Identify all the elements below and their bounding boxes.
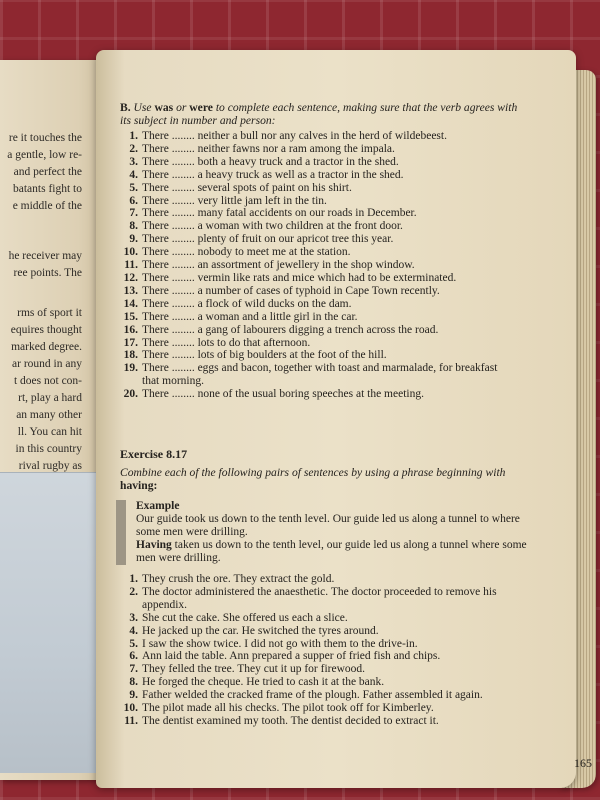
item-number: 10.: [123, 246, 138, 259]
item-number: 1.: [129, 130, 138, 142]
item-text: There ........ nobody to meet me at the station.: [142, 246, 351, 259]
item-text: There ........ neither a bull nor any calves in the herd of wildebeest.: [142, 130, 447, 142]
section-b-instruction: [120, 102, 528, 127]
example-margin-bar: [116, 500, 126, 565]
answer-keyword: Having: [136, 539, 172, 552]
item-number: 4.: [129, 624, 138, 637]
list-item: [120, 388, 528, 401]
list-item: [120, 612, 528, 625]
item-number: 12.: [123, 271, 138, 284]
item-text: Ann laid the table. Ann prepared a supper of fried fish and chips.: [142, 650, 441, 663]
list-item: [120, 233, 528, 246]
list-item: [120, 143, 528, 156]
item-text: There ........ an assortment of jewellery in the shop window.: [142, 259, 415, 272]
list-item: [120, 715, 528, 728]
list-item: [120, 586, 528, 599]
item-number: 7.: [129, 663, 138, 676]
item-continuation: appendix.: [142, 598, 188, 611]
item-number: 19.: [123, 362, 138, 375]
list-item: [120, 663, 528, 676]
item-text: There ........ a number of cases of typhoid in Cape Town recently.: [142, 284, 440, 297]
left-line: and perfect the: [13, 166, 82, 178]
left-line: ll. You can hit: [17, 426, 82, 438]
item-text: There ........ a woman and a little girl in the car.: [142, 310, 358, 323]
list-item: [120, 220, 528, 233]
item-text: There ........ very little jam left in the tin.: [142, 194, 327, 207]
left-line: re it touches the: [8, 132, 82, 144]
list-item: [120, 207, 528, 220]
section-b-label: B.: [120, 101, 131, 114]
list-item: [120, 130, 528, 143]
left-line: e middle of the: [12, 200, 82, 212]
page-number: 165: [574, 756, 592, 770]
left-line: ree points. The: [13, 267, 82, 279]
item-text: Father welded the cracked frame of the plough. Father assembled it again.: [142, 689, 483, 702]
item-text: There ........ a flock of wild ducks on the dam.: [142, 297, 352, 310]
item-number: 8.: [129, 220, 138, 233]
list-item: [120, 285, 528, 298]
list-item: [120, 689, 528, 702]
item-number: 5.: [129, 181, 138, 194]
list-item: [120, 573, 528, 586]
left-line: rms of sport it: [17, 307, 82, 319]
item-text: There ........ lots of big boulders at the foot of the hill.: [142, 349, 387, 362]
left-line: rt, play a hard: [18, 392, 82, 404]
item-number: 9.: [129, 233, 138, 246]
page-content: [120, 102, 528, 728]
instruction-text: to complete each sentence, making sure that the verb agrees with its subject in number and person:: [120, 101, 518, 127]
list-item: [120, 169, 528, 182]
list-item: [120, 337, 528, 350]
item-text: There ........ a gang of labourers digging a trench across the road.: [142, 323, 439, 336]
list-item: [120, 362, 528, 375]
left-line: he receiver may: [8, 250, 82, 262]
item-number: 13.: [123, 284, 138, 297]
item-text: There ........ a heavy truck as well as a tractor in the shed.: [142, 168, 404, 181]
item-number: 14.: [123, 297, 138, 310]
item-text: I saw the show twice. I did not go with them to the drive-in.: [142, 637, 418, 650]
item-number: 10.: [123, 702, 138, 715]
item-number: 1.: [129, 573, 138, 586]
item-text: There ........ plenty of fruit on our apricot tree this year.: [142, 233, 394, 246]
exercise-title: Exercise 8.17: [120, 447, 188, 462]
item-text: He forged the cheque. He tried to cash it at the bank.: [142, 676, 385, 689]
list-item: [120, 650, 528, 663]
left-line: an many other: [16, 409, 82, 421]
item-number: 17.: [123, 336, 138, 349]
item-number: 2.: [129, 585, 138, 598]
item-text: There ........ a woman with two children at the front door.: [142, 220, 403, 233]
item-text: He jacked up the car. He switched the tyres around.: [142, 624, 379, 637]
item-text: She cut the cake. She offered us each a slice.: [142, 611, 348, 624]
list-item: [120, 182, 528, 195]
item-number: 6.: [129, 650, 138, 663]
item-text: There ........ several spots of paint on his shirt.: [142, 181, 352, 194]
list-item: [120, 676, 528, 689]
item-text: There ........ none of the usual boring speeches at the meeting.: [142, 388, 424, 401]
example-label: Example: [136, 500, 180, 513]
item-number: 16.: [123, 323, 138, 336]
item-text: They crush the ore. They extract the gold.: [142, 573, 335, 586]
instruction-text: or: [176, 101, 187, 114]
left-line: t does not con-: [13, 375, 82, 387]
item-text: There ........ neither fawns nor a ram among the impala.: [142, 142, 395, 155]
instruction-text: Use: [133, 101, 152, 114]
left-line: a gentle, low re-: [7, 149, 82, 161]
item-number: 3.: [129, 155, 138, 168]
item-text: There ........ eggs and bacon, together with toast and marmalade, for breakfast: [142, 362, 498, 375]
list-item: [120, 246, 528, 259]
left-page-photo: [0, 472, 104, 773]
list-item: [120, 324, 528, 337]
example-sentence: Our guide took us down to the tenth level. Our guide led us along a tunnel to where some men were drilling.: [136, 513, 520, 539]
item-number: 7.: [129, 207, 138, 220]
exercise-instruction: [120, 466, 528, 492]
item-number: 4.: [129, 168, 138, 181]
keyword-was: was: [154, 101, 174, 114]
item-number: 11.: [124, 715, 138, 727]
item-number: 3.: [129, 611, 138, 624]
left-line: rival rugby as: [18, 460, 82, 472]
item-text: The doctor administered the anaesthetic. The doctor proceeded to remove his: [142, 585, 497, 598]
right-page: [96, 50, 592, 788]
left-line: marked degree.: [11, 341, 82, 353]
left-line: batants fight to: [13, 183, 82, 195]
item-number: 18.: [123, 349, 138, 362]
item-text: There ........ both a heavy truck and a tractor in the shed.: [142, 155, 399, 168]
item-number: 8.: [129, 676, 138, 689]
item-number: 2.: [129, 142, 138, 155]
list-item: [120, 349, 528, 362]
item-text: There ........ lots to do that afternoon.: [142, 336, 311, 349]
list-item: [120, 259, 528, 272]
list-item: [120, 638, 528, 651]
left-line: equires thought: [10, 324, 82, 336]
left-line: ar round in any: [12, 358, 82, 370]
item-text: There ........ many fatal accidents on our roads in December.: [142, 207, 417, 220]
answer-text: taken us down to the tenth level, our guide led us along a tunnel where some men were drilling.: [136, 539, 527, 565]
example-answer: [136, 539, 528, 565]
item-number: 20.: [123, 388, 138, 401]
item-continuation: that morning.: [142, 375, 204, 388]
list-item: [120, 702, 528, 715]
item-number: 11.: [124, 259, 138, 272]
list-item: [120, 272, 528, 285]
exercise-instruction-text: Combine each of the following pairs of sentences by using a phrase beginning with: [120, 466, 506, 480]
keyword-having: having:: [120, 479, 158, 493]
list-item: [120, 156, 528, 169]
list-item: [120, 625, 528, 638]
item-number: 5.: [129, 637, 138, 650]
item-number: 15.: [123, 310, 138, 323]
item-text: The dentist examined my tooth. The dentist decided to extract it.: [142, 715, 439, 727]
list-item: [120, 311, 528, 324]
left-line: in this country: [15, 443, 82, 455]
item-text: There ........ vermin like rats and mice which had to be exterminated.: [142, 271, 457, 284]
keyword-were: were: [189, 101, 213, 114]
item-text: The pilot made all his checks. The pilot took off for Kimberley.: [142, 702, 434, 715]
list-item: [120, 195, 528, 208]
example-box: [116, 500, 528, 565]
list-item: [120, 298, 528, 311]
item-number: 9.: [129, 689, 138, 702]
item-text: They felled the tree. They cut it up for firewood.: [142, 663, 365, 676]
item-number: 6.: [129, 194, 138, 207]
